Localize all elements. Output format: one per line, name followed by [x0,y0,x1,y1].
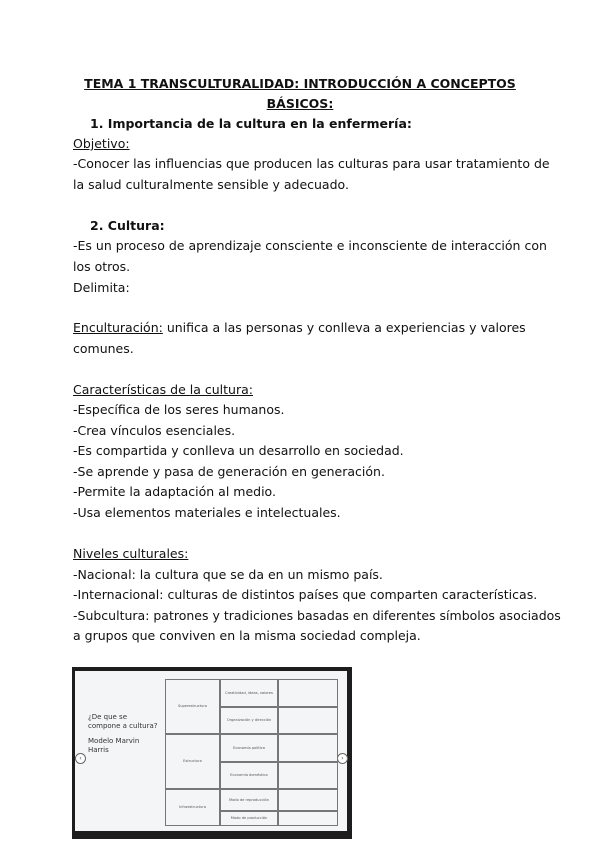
caracteristica-item: -Específica de los seres humanos. [73,402,285,417]
slide-table-cell: Infraestructura [165,789,220,826]
slide-table-cell-blurred [278,762,338,789]
niveles-label: Niveles culturales: [73,546,189,561]
slide-table-cell: Modo de producción [220,811,278,826]
enculturacion-label: Enculturación: [73,320,163,335]
slide-table-cell-blurred [278,707,338,734]
nivel-item: -Nacional: la cultura que se da en un mismo país. [73,567,383,582]
caracteristicas-label: Características de la cultura: [73,382,253,397]
slide-table-cell: Superestructura [165,679,220,734]
slide-table-cell: Estructura [165,734,220,789]
section-1-heading: 1. Importancia de la cultura en la enfermería: [90,116,412,131]
slide-table-cell-blurred [278,679,338,707]
slide-table-cell-blurred [278,734,338,762]
slide-table-cell-blurred [278,789,338,811]
objective-line-2: la salud culturalmente sensible y adecuado. [73,177,349,192]
slide-prev-arrow-icon: ‹ [75,753,86,764]
delimita-label: Delimita: [73,280,130,295]
slide-table-cell: Creatividad, ideas, valores [220,679,278,707]
document-title [60,74,540,114]
slide-table-cell: Organización y dirección [220,707,278,734]
slide-table-cell: Modo de reproducción [220,789,278,811]
culture-line-2: los otros. [73,259,131,274]
slide-table-cell: Economía política [220,734,278,762]
caracteristica-item: -Crea vínculos esenciales. [73,423,236,438]
caracteristica-item: -Se aprende y pasa de generación en generación. [73,464,385,479]
objective-label: Objetivo: [73,136,130,151]
slide-canvas [75,671,347,831]
enculturacion-paragraph [73,318,526,338]
caracteristica-item: -Usa elementos materiales e intelectuales. [73,505,341,520]
slide-next-arrow-icon: › [337,753,348,764]
title-line-2: BÁSICOS: [266,96,334,111]
enculturacion-text: unifica a las personas y conlleva a experiencias y valores [162,320,526,335]
nivel-item: -Subcultura: patrones y tradiciones basadas en diferentes símbolos asociados [73,608,561,623]
culture-line-1: -Es un proceso de aprendizaje consciente e inconsciente de interacción con [73,238,547,253]
slide-table [165,679,338,826]
slide-question: ¿De que se compone a cultura? [88,713,158,730]
caracteristica-item: -Es compartida y conlleva un desarrollo en sociedad. [73,443,404,458]
embedded-slide-image [72,667,352,839]
objective-line-1: -Conocer las influencias que producen las culturas para usar tratamiento de [73,156,550,171]
title-line-1: TEMA 1 TRANSCULTURALIDAD: INTRODUCCIÓN A CONCEPTOS [84,76,516,91]
slide-table-cell: Economía doméstica [220,762,278,789]
nivel-item: -Internacional: culturas de distintos países que comparten características. [73,587,538,602]
nivel-item: a grupos que conviven en la misma sociedad compleja. [73,628,421,643]
slide-author: Modelo Marvin Harris [88,737,140,754]
section-2-heading: 2. Cultura: [90,218,165,233]
slide-table-cell-blurred [278,811,338,826]
enculturacion-text-2: comunes. [73,341,134,356]
caracteristica-item: -Permite la adaptación al medio. [73,484,276,499]
